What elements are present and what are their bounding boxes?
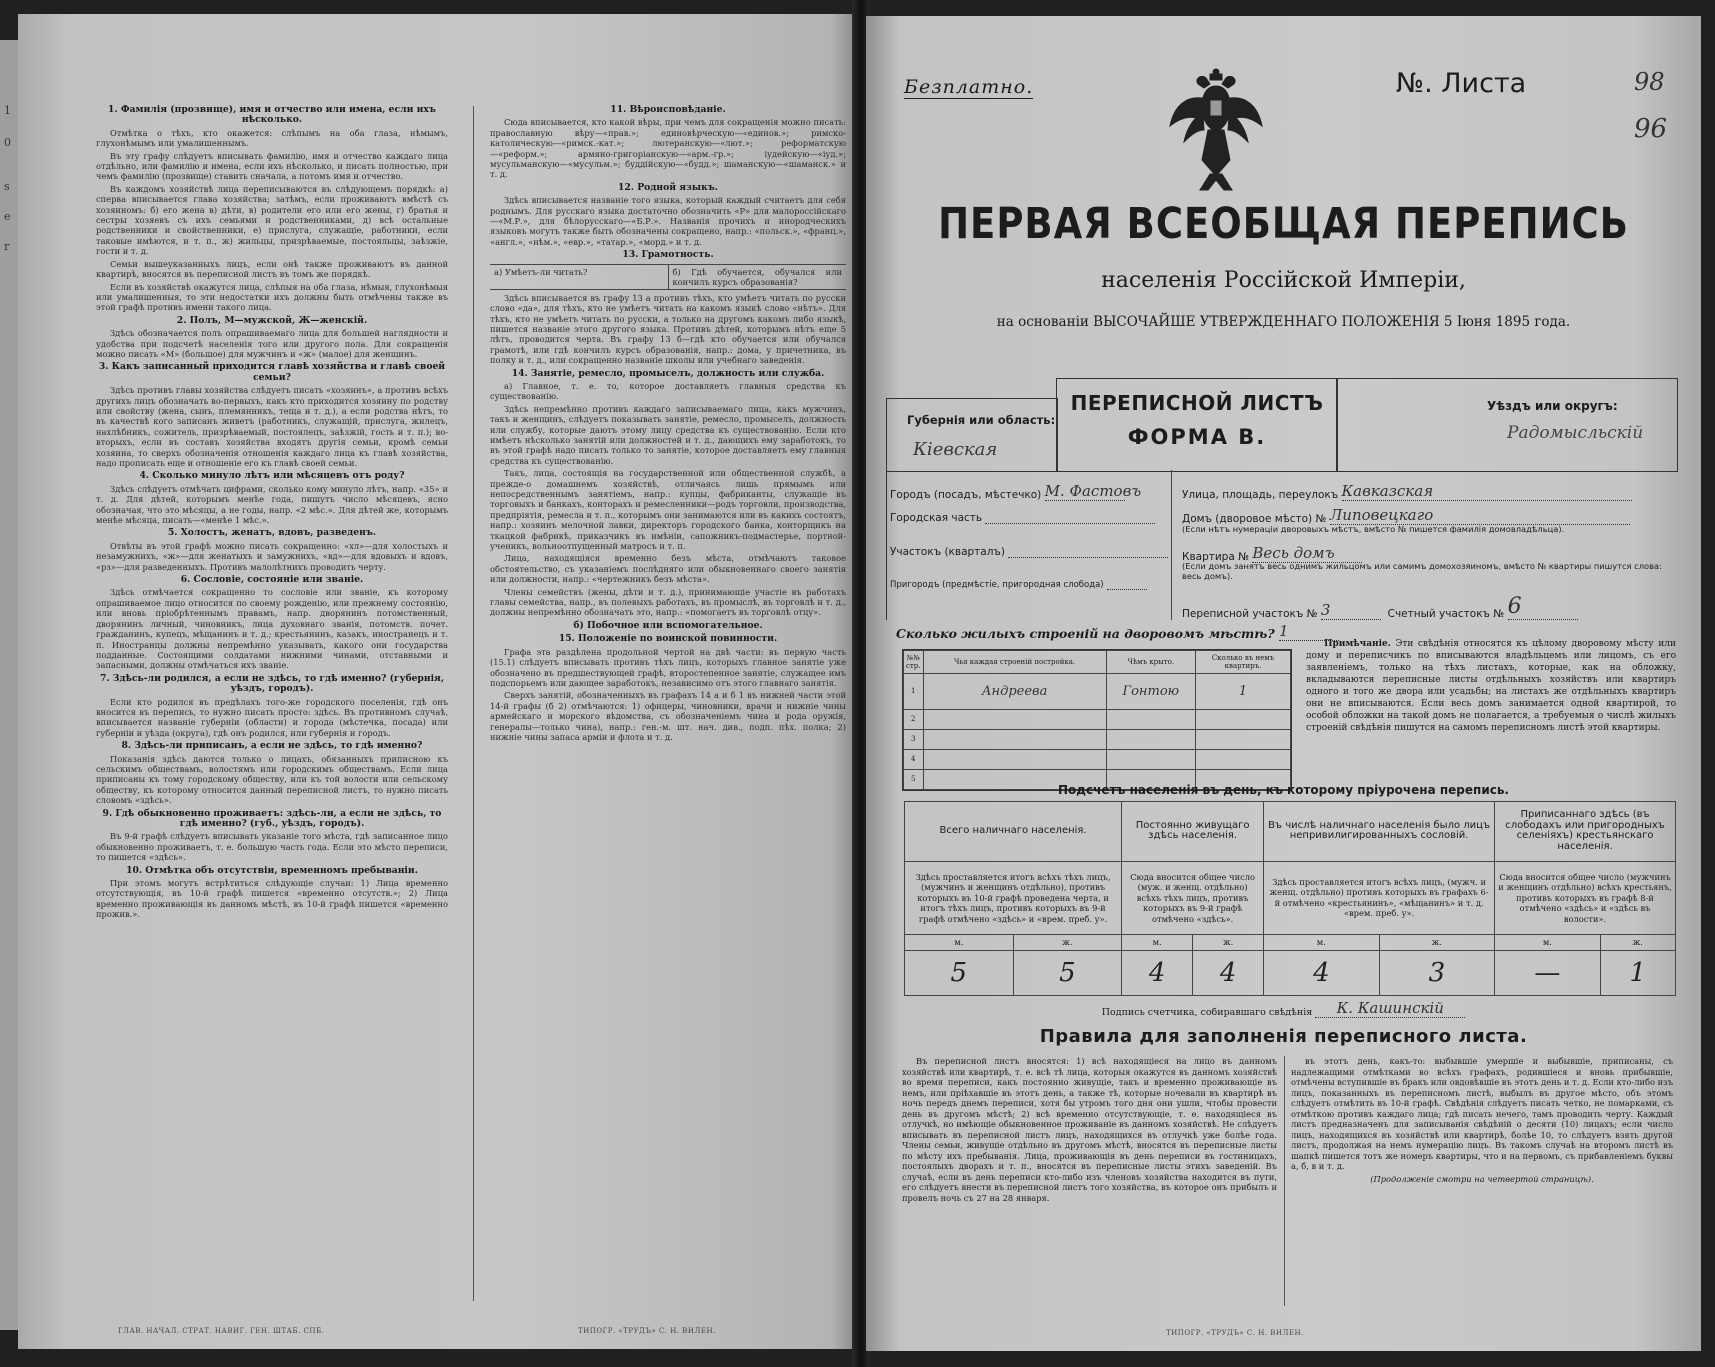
section-heading: б) Побочное или вспомогательное. <box>573 619 763 631</box>
edge-mark: s <box>4 180 10 193</box>
rules-continued: (Продолженіе смотри на четвертой страницѣ). <box>1370 1173 1594 1184</box>
apartment-value: Весь домъ <box>1252 544 1335 562</box>
sex-header: м. <box>905 935 1014 951</box>
instruction-paragraph: Здѣсь слѣдуетъ отмѣчать цифрами, сколько кому минуло лѣтъ, напр. «35» и т. д. Для дѣтей, которымъ менѣе года, пишутъ число мѣсяцевъ, ясно обозначая, что это мѣсяцы, а не годы, напр. «2 мѣс.». Для дѣтей же, которымъ менѣе мѣсяца, писать—«менѣе 1 мѣс.». <box>96 483 448 526</box>
sex-header: ж. <box>1379 935 1495 951</box>
sex-header: м. <box>1122 935 1193 951</box>
pop-group-header: Въ числѣ наличнаго населенія было лицъ непривилигированныхъ сословій. <box>1264 802 1495 862</box>
apartment-label: Квартира № <box>1182 551 1250 563</box>
sex-header: ж. <box>1193 935 1264 951</box>
instruction-paragraph: Если въ хозяйствѣ окажутся лица, слѣпыя на оба глаза, нѣмыя, глухонѣмыя или умалишенныя, то эти недостатки ихъ должны быть отмѣчены также въ этой графѣ противъ имени такого лица. <box>96 281 448 313</box>
edge-mark: r <box>4 240 10 253</box>
edge-mark: 0 <box>4 136 11 149</box>
instruction-paragraph: Въ 9-й графѣ слѣдуетъ вписывать указаніе того мѣста, гдѣ записанное лицо обыкновенно проживаетъ, т. е. большую часть года. Если это мѣсто переписи, то пишется «здѣсь». <box>96 831 448 863</box>
pop-count-value: 1 <box>1600 951 1675 996</box>
census-district-field <box>1182 594 1578 620</box>
pop-count-value: 4 <box>1122 951 1193 996</box>
pop-group-header: Постоянно живущаго здѣсь населенія. <box>1122 802 1264 862</box>
governorate-value: Кіевская <box>913 439 998 460</box>
buildings-header-roof: Чѣмъ крыто. <box>1106 651 1195 674</box>
instruction-paragraph: Семьи вышеуказанныхъ лицъ, если онѣ также проживаютъ въ данной квартирѣ, вносятся въ переписной листъ въ томъ же порядкѣ. <box>96 258 448 280</box>
uezd-value: Радомысльскій <box>1507 423 1644 443</box>
table-row <box>904 729 1291 749</box>
table-cell: Гонтою <box>1106 674 1195 710</box>
edge-mark: e <box>4 210 11 223</box>
governorate-box <box>886 398 1058 472</box>
rules-text-1: Въ переписной листъ вносятся: 1) всѣ находящіеся на лицо въ данномъ хозяйствѣ или квартирѣ, т. е. всѣ тѣ лица, которыя окажутся въ данномъ хозяйствѣ во время переписи, какъ постоянно живущіе, такъ и временно проживающіе въ немъ, или пріѣхавшіе въ этотъ день, а также тѣ, которые ночевали въ квартирѣ въ ночь передъ днемъ переписи, хотя бы утромъ того дня они ушли, чтобы провести день въ другомъ мѣстѣ; 2) всѣ временно отсутствующіе, т. е. находящіеся въ отлучкѣ, но имѣющіе обыкновенное проживаніе въ данномъ хозяйствѣ. Не слѣдуетъ вписывать въ переписной листъ лицъ, находящихся въ отлучкѣ уже болѣе года. Члены семьи, живущіе отдѣльно въ другомъ мѣстѣ, вносятся въ переписные листы по мѣсту ихъ пребыванія. Лица, проживающія въ день переписи въ гостиницахъ, постоялыхъ дворахъ и т. п., вносятся въ переписные листы этихъ заведеній. Въ случаѣ, если въ день переписи кто-либо изъ членовъ хозяйства находится въ пути, его слѣдуетъ внести въ переписной листъ того хозяйства, въ которое онъ прибылъ и провелъ ночь съ 27 на 28 января. <box>902 1056 1277 1203</box>
instruction-paragraph: Здѣсь вписывается названіе того языка, который каждый считаетъ для себя роднымъ. Для русскаго языка достаточно обозначить «Р» для малороссійскаго—«М.Р.», для бѣлорусскаго—«Б.Р.». Названія прочихъ и инородческихъ языковъ могутъ также быть обозначены сокращено, напр.: «польск.», «франц.», «англ.», «нѣм.», «евр.», «татар.», «морд.» и т. д. <box>490 195 846 247</box>
pop-count-value: 5 <box>905 951 1014 996</box>
sheet-number-value-handwritten: 96 <box>1634 114 1668 144</box>
sex-header: ж. <box>1013 935 1122 951</box>
instruction-paragraph: Члены семействъ (жены, дѣти и т. д.), принимающіе участіе въ работахъ главы семейства, напр., въ полевыхъ работахъ, въ промыслѣ, въ торговлѣ и т. д., должны непремѣнно обозначать это, напр.: «помогаетъ въ торговлѣ отцу». <box>490 586 846 618</box>
form-header-box <box>1056 378 1338 472</box>
house-value: Липовецкаго <box>1329 506 1434 524</box>
pop-group-desc: Здѣсь проставляется итогъ всѣхъ лицъ, (мужч. и женщ. отдѣльно) противъ которыхъ въ графахъ 6-й отмѣчено «крестьянинъ», «мѣщанинъ» и т. д. «врем. преб. у». <box>1264 861 1495 934</box>
instruction-paragraph: При этомъ могутъ встрѣтиться слѣдующіе случаи: 1) Лица временно отсутствующія, въ 10-й графѣ пишется «временно отсутств.»; 2) Лица временно проживающія въ данномъ мѣстѣ, въ 10-й графѣ пишется «временно прожив.». <box>96 878 448 920</box>
printer-footer-left: ГЛАВ. НАЧАЛ. СТРАТ. НАВИГ. ГЕН. ШТАБ. СПБ. <box>118 1327 325 1335</box>
section-heading: 11. Вѣроисповѣданіе. <box>610 104 726 115</box>
instruction-paragraph: Здѣсь отмѣчается сокращенно то сословіе или званіе, къ которому опрашиваемое лицо относится по своему рожденію, или прежнему состоянію, или вновь пріобрѣтеннымъ правамъ, напр. дворянинъ потомственный, дворянинъ личный, чиновникъ, лица духовнаго званія, потомств. почет. гражданинъ, купецъ, мѣщанинъ и т. д.; крестьянинъ, казакъ, иностранецъ и т. п. Иностранцы должны непремѣнно указывать, какого они государства подданные. Состоящими солдатами нижними чинами, отставными и запасными, должны отмѣчаться ихъ званіе. <box>96 587 448 671</box>
instruction-paragraph: Здѣсь противъ главы хозяйства слѣдуетъ писать «хозяинъ», а противъ всѣхъ другихъ лицъ обозначать во-первыхъ, какъ кто приходится хозяину по родству или свойству (жена, сынъ, племянникъ, теща и т. д.), а если родства нѣтъ, то въ качествѣ кого записанъ живетъ (работникъ, служащій, прислуга, жилецъ, нахлѣбникъ, сожитель, призрѣваемый, постоялецъ, заѣзжій, гость и т. п.); во-вторыхъ, если въ составъ хозяйства входятъ другія семьи, кромѣ семьи хозяина, то сверхъ обозначенія отношенія каждаго лица къ главѣ хозяйства, надо прописать еще и отношеніе его къ главѣ своей семьи. <box>96 385 448 468</box>
table-cell: 1 <box>1196 674 1291 710</box>
literacy-subheader: б) Гдѣ обучается, обучался или кончилъ курсъ образованія? <box>672 266 842 287</box>
table-cell: Андреева <box>923 674 1106 710</box>
house-field <box>1182 506 1630 525</box>
suburb-field <box>890 578 1147 590</box>
sex-header: ж. <box>1600 935 1675 951</box>
instruction-paragraph: Здѣсь вписывается въ графу 13 а противъ тѣхъ, кто умѣетъ читать по русски слово «да», для тѣхъ, кто не умѣетъ читать на какомъ языкѣ слово «нѣтъ». Для тѣхъ, кто не умѣетъ читать по русски, а только на другомъ какомъ либо языкѣ, пишется названіе этого другого языка. Противъ дѣтей, которымъ нѣтъ еще 5 лѣтъ, проводится черта. Въ графу 13 б—гдѣ кто обучается или обучался грамотѣ, или гдѣ кончилъ курсъ образованія, напр.: дома, у причетника, въ полку и т. д., или сокращенно названіе школы или учебнаго заведенія. <box>490 292 846 366</box>
section-heading: 3. Какъ записанный приходится главѣ хозяйства и главѣ своей семьи? <box>98 361 446 383</box>
form-subtitle: населенія Россійской Имперіи, <box>1101 268 1466 293</box>
table-row <box>904 749 1291 769</box>
signature-label: Подпись счетчика, собиравшаго свѣдѣнія <box>1101 1007 1313 1018</box>
rules-column-1 <box>902 1056 1277 1203</box>
instruction-paragraph: Въ каждомъ хозяйствѣ лица переписываются въ слѣдующемъ порядкѣ: а) сперва вписывается глава хозяйства; затѣмъ, если проживаютъ вмѣстѣ съ хозяиномъ: б) его жена в) дѣти, в) родители его или его жены, г) братья и сестры хозяевъ съ ихъ семьями и родственниками, д) всѣ остальные родственники и свойственники, е) прислуга, служащіе, работники, если таковые имѣются, и т. п., ж) жильцы, призрѣваемые, постояльцы, заѣзжіе, гости и т. д. <box>96 183 448 257</box>
table-row <box>904 709 1291 729</box>
section-heading: 1. Фамилія (прозвище), имя и отчество или имена, если ихъ нѣсколько. <box>108 104 436 126</box>
rules-divider <box>1284 1056 1285 1306</box>
column-divider <box>473 106 474 1301</box>
section-heading: 8. Здѣсь-ли приписанъ, а если не здѣсь, то гдѣ именно? <box>121 740 423 752</box>
instruction-paragraph: Отмѣтка о тѣхъ, кто окажется: слѣпымъ на оба глаза, нѣмымъ, глухонѣмымъ или умалишеннымъ. <box>96 127 448 149</box>
table-cell: 1 <box>904 674 924 710</box>
sheet-number-label: №. Листа <box>1396 68 1527 99</box>
house-note: (Если нѣтъ нумераціи дворовыхъ мѣстъ, вмѣсто № пишется фамилія домовладѣльца). <box>1182 524 1565 534</box>
form-type: ФОРМА В. <box>1127 425 1267 449</box>
enumerator-signature <box>866 999 1701 1018</box>
edge-mark: 1 <box>4 104 11 117</box>
instruction-paragraph: Здѣсь обозначается полъ опрашиваемаго лица для большей наглядности и удобства при подсчетѣ населенія того или другого пола. Для сокращенія можно писать «М» (большое) для мужчинъ и «ж» (малое) для женщинъ. <box>96 328 448 359</box>
instruction-paragraph: Отвѣты въ этой графѣ можно писать сокращенно: «хл»—для холостыхъ и незамужнихъ, «ж»—для женатыхъ и замужнихъ, «вд»—для вдовыхъ и вдовъ, «рз»—для разведенныхъ. Противъ малолѣтнихъ проводить черту. <box>96 540 448 572</box>
double-headed-eagle-icon <box>1166 66 1266 196</box>
signature-value: К. Кашинскій <box>1336 999 1444 1017</box>
city-part-field <box>890 512 1155 524</box>
right-page-census-form <box>866 16 1701 1351</box>
instruction-paragraph: Графа эта раздѣлена продольной чертой на двѣ части: въ первую часть (15.1) слѣдуетъ вписывать противъ тѣхъ лицъ, которыхъ главное занятіе уже обозначено въ предшествующей графѣ, второстепенное занятіе, служащее имъ подспорьемъ или дающее заработокъ, независимо отъ этого главнаго занятія. <box>490 646 846 688</box>
precinct-field <box>890 546 1168 558</box>
table-cell: 4 <box>904 749 924 769</box>
form-sheet-title: ПЕРЕПИСНОЙ ЛИСТЪ <box>1070 391 1324 415</box>
buildings-header-no: №№ стр. <box>904 651 924 674</box>
suburb-label: Пригородъ (предмѣстіе, пригородная слобода) <box>890 580 1104 590</box>
section-heading: 10. Отмѣтка объ отсутствіи, временномъ пребываніи. <box>126 864 418 876</box>
apartment-note: (Если домъ занятъ весь однимъ жильцомъ или самимъ домохозяиномъ, вмѣсто № квартиры пишутся слова: весь домъ). <box>1182 561 1662 581</box>
census-district-value: 3 <box>1320 601 1331 619</box>
pop-group-desc: Здѣсь проставляется итогъ всѣхъ тѣхъ лицъ, (мужчинъ и женщинъ отдѣльно), противъ которыхъ въ 10-й графѣ проведена черта, и итогъ тѣхъ лицъ, противъ которыхъ въ 9-й графѣ отмѣчено «здѣсь» и «врем. преб. у». <box>905 861 1122 934</box>
free-label: Безплатно. <box>904 76 1034 98</box>
uezd-label: Уѣздъ или округъ: <box>1487 399 1618 413</box>
instructions-column-1 <box>96 102 448 922</box>
section-heading: 9. Гдѣ обыкновенно проживаетъ: здѣсь-ли, а если не здѣсь, то гдѣ именно? (губ., уѣздъ, городъ). <box>102 807 442 829</box>
form-legal-basis: на основаніи ВЫСОЧАЙШЕ УТВЕРЖДЕННАГО ПОЛОЖЕНІЯ 5 Іюня 1895 года. <box>996 314 1571 330</box>
pop-count-value: 4 <box>1264 951 1380 996</box>
dwellings-question <box>896 622 1339 641</box>
counting-district-label: Счетный участокъ № <box>1387 608 1505 620</box>
sheet-number-value: 98 <box>1634 68 1665 96</box>
instruction-paragraph: Въ эту графу слѣдуетъ вписывать фамилію, имя и отчество каждаго лица отдѣльно, или фамилію и имена, если ихъ нѣсколько, и писать полностью, при чемъ фамилію (прозвище) ставить сначала, а потомъ имя и отчество. <box>96 150 448 182</box>
instruction-paragraph: Сюда вписывается, кто какой вѣры, при чемъ для сокращенія можно писать: православную вѣру—«прав.»; единовѣрческую—«единов.»; римско-католическую—«римск.-кат.»; лютеранскую—«лют.»; реформатскую—«реформ.»; армяно-григоріанскую—«арм.-гр.»; іудейскую—«іуд.»; мусульманскую—«мусульм.»; буддійскую—«будд.»; шаманскую—«шаманск.» и т. д. <box>490 117 846 180</box>
section-heading: 13. Грамотность. <box>622 249 714 261</box>
left-page-instructions <box>18 14 856 1349</box>
pop-count-value: 3 <box>1379 951 1495 996</box>
note-label: Примѣчаніе. <box>1324 639 1391 649</box>
table-row <box>904 674 1291 710</box>
form-title: ПЕРВАЯ ВСЕОБЩАЯ ПЕРЕПИСЬ <box>938 198 1629 249</box>
uezd-box <box>1336 378 1678 472</box>
counting-district-value: 6 <box>1507 594 1522 619</box>
buildings-header-owner: Чья каждая строеній постройка. <box>923 651 1106 674</box>
pop-group-desc: Сюда вносится общее число (муж. и женщ. отдѣльно) всѣхъ тѣхъ лицъ, противъ которыхъ въ 9-й графѣ отмѣчено «здѣсь». <box>1122 861 1264 934</box>
section-heading: 5. Холостъ, женатъ, вдовъ, разведенъ. <box>167 527 377 539</box>
buildings-table <box>902 649 1292 791</box>
buildings-note <box>1306 638 1676 734</box>
city-label: Городъ (посадъ, мѣстечко) <box>890 489 1042 501</box>
literacy-subheader-box <box>490 264 846 290</box>
census-district-label: Переписной участокъ № <box>1182 608 1318 620</box>
rules-text-2: въ этотъ день, какъ-то: выбывшіе умершіе и выбывшіе, приписаны, съ надлежащими отмѣтками во всѣхъ графахъ, родившіеся и вновь прибывшіе, отмѣчены вступившіе въ бракъ или овдовѣвшіе въ этотъ день и т. д. Если кто-либо изъ лицъ, показанныхъ въ переписномъ листѣ, выбылъ въ другое мѣсто, объ этомъ слѣдуетъ отмѣтить въ 10-й графѣ. Свѣдѣнія слѣдуетъ писать четко, не помарками, съ отмѣткою противъ каждаго лица; гдѣ писать нечего, тамъ проводить черту. Каждый листъ предназначенъ для записыванія свѣдѣній о десяти (10) лицахъ; если число лицъ, находящихся въ хозяйствѣ или квартирѣ, болѣе 10, то слѣдуетъ взять другой листъ, продолжая на немъ нумерацію лицъ. Въ такомъ случаѣ на второмъ листѣ въ шапкѣ пишется тотъ же номеръ квартиры, что и на первомъ, съ прибавленіемъ буквы а, б, в и т. д. <box>1291 1056 1673 1171</box>
instructions-column-2 <box>490 102 846 744</box>
table-cell: 5 <box>904 769 924 789</box>
instruction-paragraph: Если кто родился въ предѣлахъ того-же городского поселенія, гдѣ онъ вносится въ перепись, то нужно писать просто: здѣсь. Въ противномъ случаѣ, вписывается названіе губерніи (области) и города (мѣстечка, посада) или губерніи и уѣзда (округа), гдѣ онъ родился, или губернія и городъ. <box>96 696 448 738</box>
governorate-label: Губернія или область: <box>907 413 1056 427</box>
table-cell: 2 <box>904 709 924 729</box>
address-divider <box>1171 470 1172 620</box>
section-heading: 7. Здѣсь-ли родился, а если не здѣсь, то гдѣ именно? (губернія, уѣздъ, городъ). <box>99 672 445 695</box>
pop-group-header: Всего наличнаго населенія. <box>905 802 1122 862</box>
literacy-subheader: а) Умѣетъ-ли читать? <box>490 265 669 289</box>
street-label: Улица, площадь, переулокъ <box>1182 489 1339 501</box>
section-heading: 6. Сословіе, состояніе или званіе. <box>180 574 364 586</box>
city-field <box>890 482 1142 501</box>
instruction-paragraph: Сверхъ занятій, обозначенныхъ въ графахъ 14 а и б 1 въ нижней части этой 14-й графы (б 2) отмѣчаются: 1) офицеры, чиновники, врачи и нижніе чины армейскаго и морского вѣдомства, съ обозначеніемъ чина и рода оружія, генералы—только чина), напр.: ген.-м. шт. нач. див., подп. пѣх. полка; 2) нижніе чины запаса арміи и флота и т. д. <box>490 690 846 742</box>
printer-footer-mid: ТИПОГР. «ТРУДЪ» С. Н. ВИЛЕН. <box>578 1327 716 1335</box>
dwellings-value: 1 <box>1279 622 1289 640</box>
section-heading: 2. Полъ, М—мужской, Ж—женскій. <box>176 314 368 326</box>
city-part-label: Городская часть <box>890 512 983 524</box>
street-field <box>1182 482 1632 501</box>
dwellings-label: Сколько жилыхъ строеній на дворовомъ мѣстѣ? <box>896 626 1275 641</box>
sex-header: м. <box>1495 935 1601 951</box>
pop-group-header: Приписаннаго здѣсь (въ слободахъ или пригородныхъ селеніяхъ) крестьянскаго населенія. <box>1495 802 1676 862</box>
city-value: М. Фастовъ <box>1044 482 1142 500</box>
table-cell: 3 <box>904 729 924 749</box>
pop-count-value: 5 <box>1013 951 1122 996</box>
instruction-paragraph: Такъ, лица, состоящія на государственной или общественной службѣ, а прежде-о домашнемъ хозяйствѣ, отличаясь лишь прямымъ или непосредственнымъ занятіемъ, напр.: купцы, фабриканты, служащіе въ торговыхъ и банкахъ, конторахъ и ремесленники—родъ торговли, производства, предпріятія, ремесла и т. п., которымъ они занимаются или въ какихъ состоятъ, напр.: хозяинъ мелочной лавки, директоръ городского банка, конторщикъ на ткацкой фабрикѣ, приказчикъ въ имѣніи, сапожникъ-подмастерье, портной-ученикъ, вольноотпущенный матросъ и т. п. <box>490 468 846 552</box>
pop-count-value: — <box>1495 951 1601 996</box>
rules-heading: Правила для заполненія переписного листа. <box>1039 1026 1528 1047</box>
population-count-heading: Подсчетъ населенія въ день, къ которому пріурочена перепись. <box>1058 783 1509 797</box>
rules-column-2 <box>1291 1056 1673 1184</box>
section-heading: 15. Положеніе по воинской повинности. <box>558 633 778 645</box>
instruction-paragraph: Здѣсь непремѣнно противъ каждаго записываемаго лица, какъ мужчинъ, такъ и женщинъ, слѣдуетъ показывать занятіе, ремесло, промыселъ, должность или службу, которые даютъ этому лицу средства къ существованію. Если кто имѣетъ нѣсколько занятій или должностей и т. д., дающихъ ему заработокъ, то въ этой графѣ надо писать только то занятіе, которое доставляетъ ему главныя средства къ существованію. <box>490 403 846 466</box>
street-value: Кавказская <box>1341 482 1434 500</box>
house-label: Домъ (дворовое мѣсто) № <box>1182 513 1327 525</box>
note-text: Эти свѣдѣнія относятся къ цѣлому дворовому мѣсту или дому и переписчикъ по вписываются владѣльцемъ или лицомъ, съ его заявленіемъ, только на тѣхъ листахъ, которые, как на обложку, вкладываются переписные листы отдѣльныхъ хозяйствъ или квартиръ одного и того же двора или усадьбы; на листахъ же отдѣльныхъ квартиръ они не вписываются. Если весь домъ занимается одной квартирой, то особой обложки на такой домъ не полагается, а требуемыя о числѣ жилыхъ строеній свѣдѣнія пишутся на самомъ переписномъ листѣ этой квартиры. <box>1306 639 1676 733</box>
left-edge-strip <box>0 40 18 1330</box>
section-heading: 4. Сколько минуло лѣтъ или мѣсяцевъ отъ роду? <box>139 470 405 482</box>
instruction-paragraph: Показанія здѣсь даются только о лицахъ, обязанныхъ приписною къ сельскимъ обществамъ, волостямъ или городскимъ обществамъ. Если лица приписаны къ тому городскому обществу, или къ той волости или сельскому обществу, къ которому относится данный переписной листъ, то нужно писать словомъ «здѣсь». <box>96 753 448 806</box>
instruction-paragraph: а) Главное, т. е. то, которое доставляетъ главныя средства къ существованію. <box>490 380 846 402</box>
sex-header: м. <box>1264 935 1380 951</box>
instruction-paragraph: Лица, находящіяся временно безъ мѣста, отмѣчаютъ таковое обстоятельство, съ указаніемъ послѣдняго или обыкновеннаго своего занятія или должности, напр.: «чертежникъ безъ мѣста». <box>490 553 846 585</box>
precinct-label: Участокъ (кварталъ) <box>890 546 1005 558</box>
buildings-header-apartments: Сколько въ немъ квартиръ. <box>1196 651 1291 674</box>
pop-count-value: 4 <box>1193 951 1264 996</box>
population-count-table <box>904 801 1676 996</box>
printer-footer-right: ТИПОГР. «ТРУДЪ» С. Н. ВИЛЕН. <box>1166 1329 1304 1337</box>
section-heading: 12. Родной языкъ. <box>618 181 718 193</box>
section-heading: 14. Занятіе, ремесло, промыселъ, должность или служба. <box>511 367 825 379</box>
pop-group-desc: Сюда вносится общее число (мужчинъ и женщинъ отдѣльно) всѣхъ крестьянъ, противъ которыхъ въ графѣ 8-й отмѣчено «здѣсь» и «здѣсь въ волости». <box>1495 861 1676 934</box>
